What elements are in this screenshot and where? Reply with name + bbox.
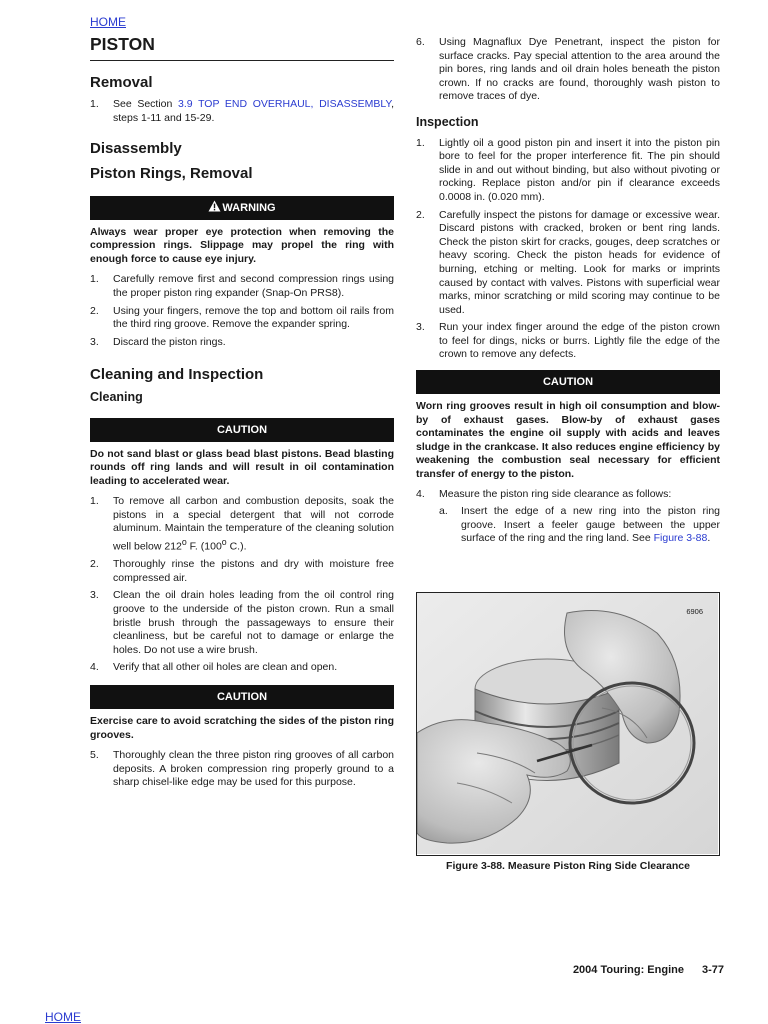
- list-item: [416, 488, 720, 502]
- home-link-top[interactable]: HOME: [90, 15, 126, 29]
- warning-label: WARNING: [222, 201, 276, 214]
- step-number: 3.: [90, 589, 99, 602]
- list-item: [90, 273, 394, 300]
- caution-text-2: Exercise care to avoid scratching the sides of the piston ring grooves.: [90, 714, 395, 741]
- step-text: .: [707, 532, 711, 545]
- step-text: Thoroughly clean the three piston ring grooves of all carbon deposits. A broken compression ring properly ground to a sharp chisel-like edge may be used for this purpose.: [113, 749, 394, 789]
- rings-removal-heading: Piston Rings, Removal: [90, 164, 253, 182]
- list-item: [90, 305, 394, 332]
- footer-book-title: 2004 Touring: Engine: [572, 964, 684, 976]
- step-text: Using your fingers, remove the top and bottom oil rails from the third ring groove. Remove the expander spring.: [113, 304, 394, 331]
- removal-heading: Removal: [90, 73, 153, 91]
- list-item: [416, 209, 720, 318]
- step-text: Thoroughly rinse the pistons and dry with moisture free compressed air.: [113, 558, 394, 584]
- right-column: [416, 36, 720, 550]
- page-title: PISTON: [90, 36, 394, 61]
- piston-ring-photo: [417, 593, 718, 854]
- step-text: Insert the edge of a new ring into the piston ring groove. Insert a feeler gauge between the upper surface of the ring and the ring land. See: [461, 505, 720, 545]
- step-number: 1.: [90, 273, 99, 286]
- page-number: 3-77: [701, 964, 724, 976]
- step-text: , steps 1-11 and 15-29.: [113, 98, 394, 124]
- caution-text-3: Worn ring grooves result in high oil consumption and blow-by of exhaust gases. Blow-by of exhaust gases contaminates the engine oil supply with acids and leaves sludge in the crankcase. It also reduces engine efficiency by weakening the combustion seal necessary for efficient transfer of energy to the piston.: [416, 400, 720, 481]
- warning-triangle-icon: [208, 200, 221, 212]
- step-text: Verify that all other oil holes are clean and open.: [113, 661, 338, 674]
- list-item: [90, 98, 394, 125]
- removal-steps: [90, 98, 394, 125]
- step-text: Lightly oil a good piston pin and insert it into the piston pin bore to feel for the proper interference fit. The pin should slide in and out without binding, but also without pivoting or rocking. Replace piston and/or pin if clearance exceeds 0.0008 in. (0.020 mm).: [439, 136, 720, 203]
- step-text: Clean the oil drain holes leading from the oil control ring groove to the underside of the piston crown. Run a small bristle brush through the passageways to ensure their cleanliness, but be careful not to damage or enlarge the holes. Do not use a wire brush.: [113, 589, 394, 656]
- step-number: 6.: [416, 36, 425, 48]
- step-number: 2.: [90, 304, 99, 317]
- step-number: 4.: [416, 487, 425, 500]
- step-number: 2.: [90, 558, 99, 571]
- degree-mark: o: [221, 537, 227, 548]
- caution-banner-2: CAUTION: [90, 685, 394, 709]
- warning-text: Always wear proper eye protection when removing the compression rings. Slippage may propel the ring with enough force to cause eye injury.: [90, 225, 394, 265]
- caution-text-1: Do not sand blast or glass bead blast pistons. Bead blasting rounds off ring lands and will result in oil contamination leading to accelerated wear.: [90, 447, 394, 487]
- step-text: F. (100: [186, 540, 222, 553]
- list-item: [416, 505, 720, 546]
- figure-number: 6906: [686, 607, 703, 616]
- step-number: 1.: [90, 98, 99, 111]
- cleaning-steps-right: [416, 36, 720, 104]
- warning-banner: [90, 196, 394, 220]
- step-number: 5.: [90, 749, 99, 762]
- inspection-heading: Inspection: [416, 114, 479, 129]
- list-item: [90, 495, 394, 554]
- disassembly-heading: Disassembly: [90, 140, 182, 158]
- home-link-bottom[interactable]: HOME: [45, 1010, 81, 1024]
- list-item: [90, 336, 394, 350]
- step-number: 1.: [90, 495, 99, 508]
- step-number: 1.: [416, 136, 425, 149]
- step-number: 2.: [416, 208, 425, 221]
- measure-steps: [416, 488, 720, 546]
- caution-banner-1: CAUTION: [90, 418, 394, 442]
- step-number: 3.: [416, 321, 425, 334]
- step-letter: a.: [439, 505, 448, 518]
- step-text: Run your index finger around the edge of the piston crown to feel for dings, nicks or burrs. Lightly file the edge of the crown to remove any defects.: [439, 321, 720, 361]
- figure-photo: [416, 592, 720, 856]
- list-item: [416, 137, 720, 205]
- page-footer: [573, 964, 724, 976]
- list-item: [416, 36, 720, 104]
- list-item: [90, 589, 394, 657]
- list-item: [90, 661, 394, 675]
- section-link-top-end-overhaul[interactable]: 3.9 TOP END OVERHAUL, DISASSEMBLY: [178, 98, 392, 111]
- step-text: To remove all carbon and combustion deposits, soak the pistons in a special detergent that will not corrode aluminum. Maintain the temperature of the cleaning solution well below 212: [113, 495, 394, 553]
- list-item: [416, 321, 720, 362]
- rings-steps: [90, 273, 394, 349]
- step-text: Carefully remove first and second compression rings using the proper piston ring expander (Snap-On PRS8).: [113, 273, 394, 299]
- caution-banner-3: CAUTION: [416, 370, 720, 394]
- step-text: Discard the piston rings.: [113, 335, 226, 348]
- cleaning-inspection-heading: Cleaning and Inspection: [90, 366, 264, 384]
- list-item: [90, 749, 394, 790]
- figure-link-3-88[interactable]: Figure 3-88: [653, 532, 708, 545]
- degree-mark: o: [181, 537, 187, 548]
- cleaning-heading: Cleaning: [90, 389, 143, 404]
- cleaning-steps-continued: [90, 749, 394, 790]
- step-text: Using Magnaflux Dye Penetrant, inspect the piston for surface cracks. Pay special attention to the area around the pin bores, ring lands and oil drain holes beneath the piston crown. If no cracks are found, thoroughly wash piston to remove traces of dye.: [439, 36, 720, 103]
- cleaning-steps: [90, 495, 394, 675]
- step-text: C.).: [226, 540, 247, 553]
- list-item: [90, 558, 394, 585]
- step-text: Carefully inspect the pistons for damage or excessive wear. Discard pistons with cracked, broken or bent ring lands. Check the piston skirt for cracks, gouges, deep scratches or heavy scoring. Check the piston heads for evidence of burning, etching or melting. Look for marks or imprints caused by contact with valves. Pistons with superficial wear marks, minor scratching or mild scoring may continue to be used.: [439, 208, 720, 316]
- figure-caption: Figure 3-88. Measure Piston Ring Side Clearance: [446, 860, 690, 872]
- step-text: Measure the piston ring side clearance as follows:: [439, 487, 672, 500]
- step-number: 3.: [90, 335, 99, 348]
- inspection-steps: [416, 137, 720, 363]
- step-text: See Section: [113, 98, 179, 111]
- step-number: 4.: [90, 661, 99, 674]
- left-column: [90, 36, 394, 794]
